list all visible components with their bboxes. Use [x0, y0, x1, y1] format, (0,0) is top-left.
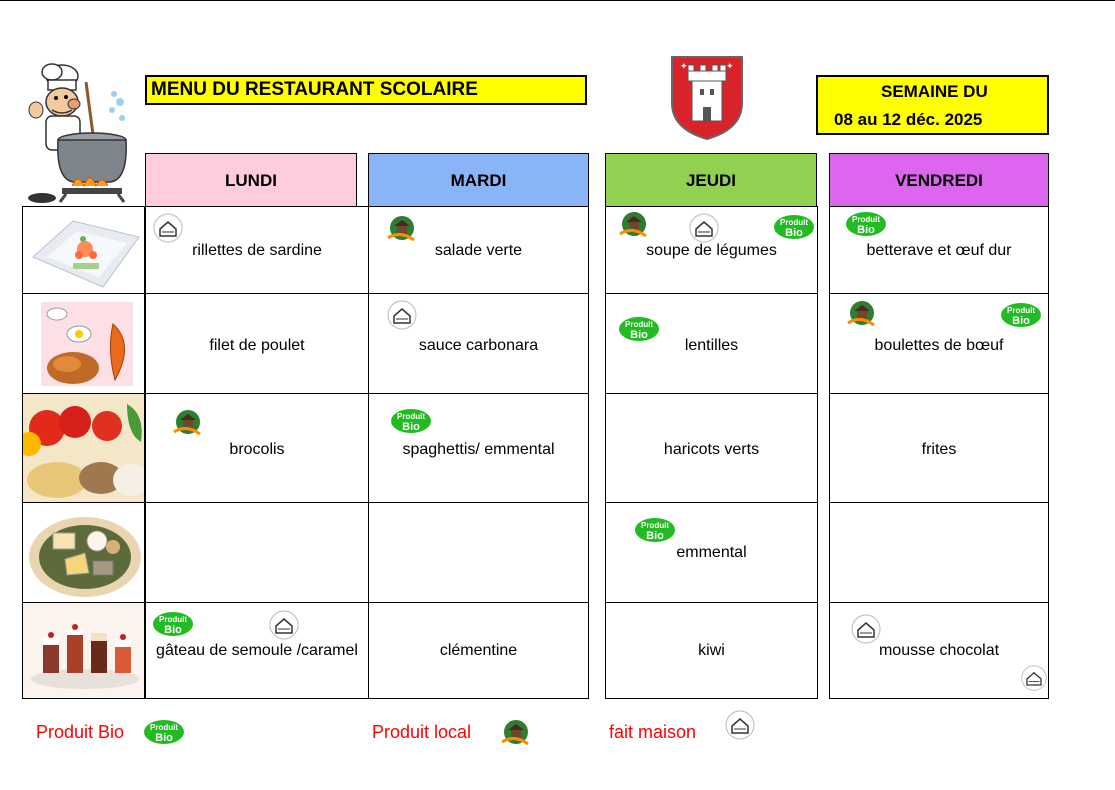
fait-maison-icon: [386, 300, 418, 330]
svg-text:Produit: Produit: [625, 320, 653, 329]
svg-text:Produit: Produit: [780, 218, 808, 227]
menu-cell-jeudi-row5: [605, 602, 818, 699]
day-header-jeudi: JEUDI: [605, 153, 817, 207]
dish-label: spaghettis/ emmental: [402, 441, 555, 458]
day-header-vendredi: VENDREDI: [829, 153, 1049, 207]
menu-cell-vendredi-row3: [829, 393, 1049, 503]
dish-label: betterave et œuf dur: [866, 242, 1012, 259]
legend-local-label: Produit local: [372, 722, 472, 742]
legend-fait-maison-label: fait maison: [609, 722, 697, 742]
fait-maison-icon: [724, 710, 756, 740]
fait-maison-icon: [1020, 664, 1048, 692]
day-header-mardi: MARDI: [368, 153, 589, 207]
bio-product-icon: [845, 211, 887, 242]
fait-maison-icon: [688, 213, 720, 243]
top-border-line: [0, 0, 1115, 1]
menu-cell-mardi-row4: [368, 502, 589, 603]
svg-text:Bio: Bio: [630, 329, 648, 341]
dish-label: clémentine: [439, 642, 518, 659]
menu-cell-lundi-row4: [145, 502, 369, 603]
svg-text:Bio: Bio: [155, 732, 173, 744]
svg-text:Bio: Bio: [785, 227, 803, 239]
svg-text:Produit: Produit: [159, 615, 187, 624]
local-product-icon: [500, 718, 530, 748]
svg-text:Bio: Bio: [402, 421, 420, 433]
dish-label: filet de poulet: [209, 337, 305, 354]
legend-bio-label: Produit Bio: [36, 722, 125, 742]
local-product-icon: [618, 210, 648, 240]
dish-label: boulettes de bœuf: [874, 337, 1004, 354]
svg-text:Produit: Produit: [852, 215, 880, 224]
svg-text:✦: ✦: [726, 62, 734, 72]
svg-text:Bio: Bio: [164, 624, 182, 636]
local-product-icon: [172, 408, 202, 438]
bio-product-icon: [152, 611, 194, 642]
dish-label: frites: [921, 441, 957, 458]
town-crest-icon: [670, 55, 744, 141]
svg-text:Bio: Bio: [646, 530, 664, 542]
menu-title: MENU DU RESTAURANT SCOLAIRE: [145, 75, 587, 105]
dish-label: kiwi: [698, 642, 725, 659]
svg-text:Produit: Produit: [1007, 306, 1035, 315]
week-dates: 08 au 12 déc. 2025: [834, 110, 983, 129]
svg-text:Produit: Produit: [641, 521, 669, 530]
local-product-icon: [386, 214, 416, 244]
bio-product-icon: [618, 316, 660, 347]
bio-product-icon: [773, 214, 815, 245]
day-header-lundi: LUNDI: [145, 153, 357, 207]
cheese-platter-image: [22, 502, 145, 603]
local-product-icon: [846, 299, 876, 329]
dish-label: emmental: [676, 544, 747, 561]
dish-label: lentilles: [684, 337, 739, 354]
bio-product-icon: [634, 517, 676, 548]
fait-maison-icon: [268, 610, 300, 640]
menu-cell-lundi-row2: [145, 293, 369, 394]
bio-product-icon: [390, 408, 432, 439]
chef-cooking-illustration: [22, 62, 140, 204]
menu-cell-mardi-row5: [368, 602, 589, 699]
menu-cell-jeudi-row3: [605, 393, 818, 503]
dish-label: salade verte: [434, 242, 523, 259]
dish-label: soupe de légumes: [646, 242, 777, 259]
dish-label: haricots verts: [663, 441, 760, 458]
bio-product-icon: [1000, 302, 1042, 333]
svg-text:Produit: Produit: [150, 723, 178, 732]
dish-label: brocolis: [229, 441, 285, 458]
dish-label: rillettes de sardine: [192, 242, 322, 259]
meat-fish-egg-image: [22, 293, 145, 394]
dish-label: gâteau de semoule /caramel: [156, 642, 358, 659]
svg-text:Produit: Produit: [397, 412, 425, 421]
week-box: [816, 75, 1049, 135]
seafood-starter-image: [22, 206, 145, 294]
week-label: SEMAINE DU: [881, 82, 988, 101]
vegetables-grains-image: [22, 393, 145, 503]
bio-product-icon: [143, 719, 185, 750]
desserts-image: [22, 602, 145, 699]
dish-label: mousse chocolat: [878, 642, 1000, 659]
menu-cell-vendredi-row4: [829, 502, 1049, 603]
svg-text:Bio: Bio: [857, 224, 875, 236]
dish-label: sauce carbonara: [418, 337, 539, 354]
svg-text:✦: ✦: [680, 62, 688, 72]
fait-maison-icon: [152, 213, 184, 243]
fait-maison-icon: [850, 614, 882, 644]
svg-text:Bio: Bio: [1012, 315, 1030, 327]
